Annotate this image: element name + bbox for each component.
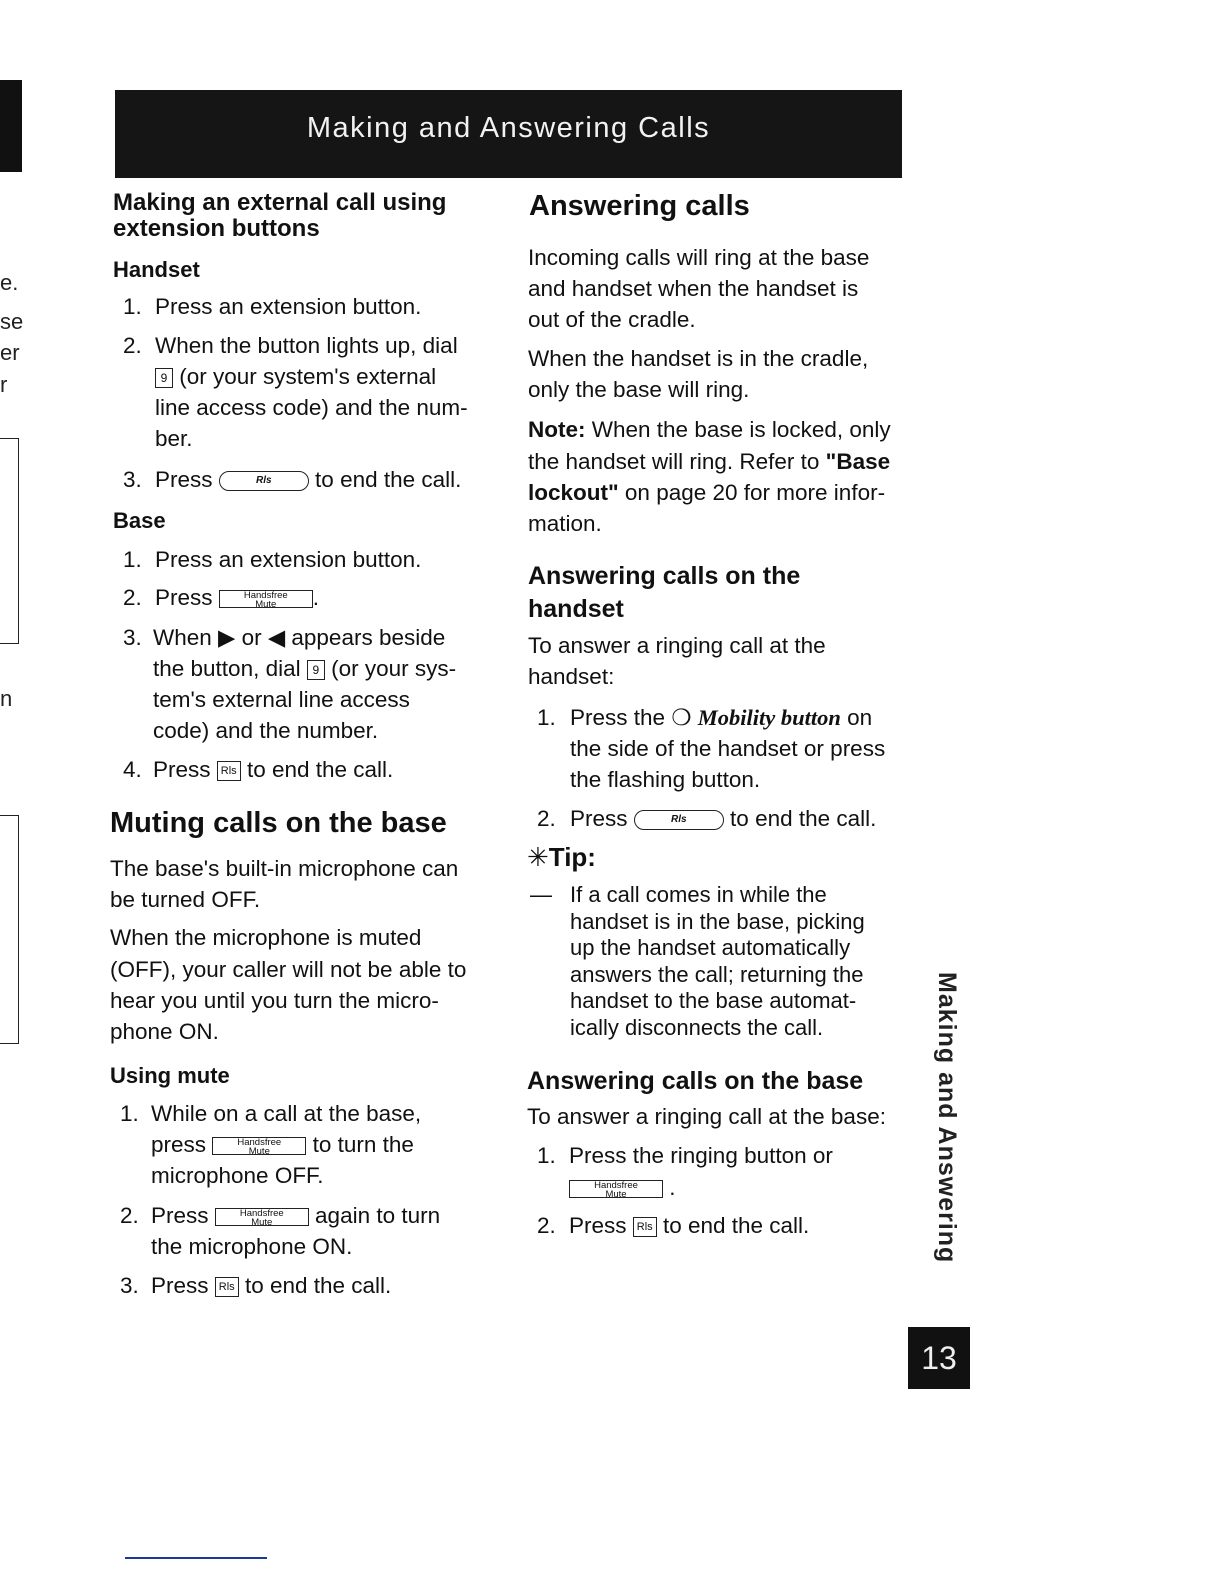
step-text: When ▶ or ◀ appears beside <box>153 625 446 650</box>
list-item <box>120 1098 500 1191</box>
step-text: the microphone ON. <box>151 1234 353 1259</box>
step-number: 3. <box>123 467 142 492</box>
step-number: 3. <box>123 625 142 650</box>
step-text: on <box>847 705 873 730</box>
step-text: Press an extension button. <box>155 294 422 319</box>
step-number: 1. <box>120 1101 139 1126</box>
step-number: 1. <box>537 705 556 730</box>
nine-key-icon: 9 <box>155 368 173 388</box>
paragraph: The base's built-in microphone can <box>110 856 459 881</box>
list-item: 2. Press Handsfree Mute . <box>123 582 503 613</box>
step-text: to end the call. <box>662 1213 810 1238</box>
step-text: . <box>669 1175 676 1200</box>
rls-key-icon: Rls <box>633 1217 657 1237</box>
step-number: 1. <box>537 1143 556 1168</box>
step-text: (or your sys- <box>331 656 457 681</box>
step-text: tem's external line access <box>153 687 410 712</box>
note-paragraph: mation. <box>528 511 602 536</box>
step-text: again to turn <box>315 1203 441 1228</box>
paragraph: out of the cradle. <box>528 307 696 332</box>
side-tab-label: Making and Answering <box>933 972 961 1264</box>
step-text: When the button lights up, dial <box>155 333 458 358</box>
step-text: Press <box>153 757 211 782</box>
step-text: Press <box>151 1273 209 1298</box>
list-item <box>120 1270 500 1301</box>
rls-button-icon: Rls <box>219 471 309 491</box>
mobility-button-icon: ❍ <box>671 705 692 730</box>
handsfree-mute-key-icon: Handsfree Mute <box>212 1137 306 1155</box>
section-heading-answering-handset: handset <box>528 595 624 623</box>
paragraph: be turned OFF. <box>110 887 261 912</box>
note-reference: "Base <box>825 449 891 474</box>
page-number: 13 <box>908 1327 970 1389</box>
subheading-using-mute: Using mute <box>110 1063 230 1088</box>
list-item <box>123 291 503 322</box>
step-number: 1. <box>123 294 142 319</box>
step-text: (or your system's external <box>179 364 437 389</box>
paragraph: handset: <box>528 664 615 689</box>
edge-fragment: n <box>0 686 13 711</box>
subheading-base: Base <box>113 508 166 533</box>
step-text: code) and the number. <box>153 718 379 743</box>
step-text: ber. <box>155 426 193 451</box>
edge-fragment: r <box>0 372 8 397</box>
edge-bracket <box>0 438 19 644</box>
list-item <box>123 622 503 746</box>
step-text: Press the ringing button or <box>569 1143 833 1168</box>
step-text: to end the call. <box>315 467 462 492</box>
section-heading-answering-base: Answering calls on the base <box>527 1067 864 1095</box>
paragraph: phone ON. <box>110 1019 219 1044</box>
paragraph: When the handset is in the cradle, <box>528 346 869 371</box>
step-text: to end the call. <box>730 806 877 831</box>
page-title: Making and Answering Calls <box>306 112 711 144</box>
section-heading-answering: Answering calls <box>529 190 750 222</box>
step-number: 1. <box>123 547 142 572</box>
step-number: 2. <box>123 585 142 610</box>
paragraph: only the base will ring. <box>528 377 750 402</box>
tip-dash: — <box>530 882 552 907</box>
tip-text: If a call comes in while the handset is in the base, picking up the handset automatically answers the call; returning the handset to the base automat- ically disconnects the call. <box>570 882 865 1040</box>
step-text: to end the call. <box>244 1273 392 1298</box>
step-text: microphone OFF. <box>151 1163 324 1188</box>
mobility-button-label: Mobility button <box>697 705 841 730</box>
edge-bracket <box>0 815 19 1044</box>
step-text: Press <box>570 806 628 831</box>
handsfree-mute-key-icon: Handsfree Mute <box>569 1180 663 1198</box>
subheading-handset: Handset <box>113 257 200 282</box>
paragraph: hear you until you turn the micro- <box>110 988 439 1013</box>
step-text: Press <box>151 1203 209 1228</box>
step-text: Press <box>155 585 213 610</box>
step-number: 2. <box>123 333 142 358</box>
step-text: the button, dial <box>153 656 301 681</box>
divider <box>125 1557 267 1559</box>
rls-key-icon: Rls <box>217 761 241 781</box>
paragraph: Incoming calls will ring at the base <box>528 245 870 270</box>
list-item <box>123 464 503 495</box>
list-item <box>537 803 917 834</box>
step-text: press <box>151 1132 207 1157</box>
paragraph: and handset when the handset is <box>528 276 859 301</box>
step-text: the side of the handset or press <box>570 736 886 761</box>
step-text: Press <box>155 467 213 492</box>
rls-key-icon: Rls <box>215 1277 239 1297</box>
step-text: the flashing button. <box>570 767 761 792</box>
edge-tab-bar <box>0 80 22 172</box>
paragraph: To answer a ringing call at the base: <box>527 1104 886 1129</box>
nine-key-icon: 9 <box>307 660 325 680</box>
edge-fragment: se <box>0 309 24 334</box>
step-number: 2. <box>537 806 556 831</box>
note-label: Note: <box>528 417 586 442</box>
paragraph: To answer a ringing call at the <box>528 633 826 658</box>
edge-fragment: e. <box>0 270 19 295</box>
step-number: 2. <box>120 1203 139 1228</box>
note-paragraph: the handset will ring. Refer to "Base <box>528 449 891 474</box>
step-text: Press an extension button. <box>155 547 422 572</box>
rls-button-icon: Rls <box>634 810 724 830</box>
handsfree-mute-key-icon: Handsfree Mute <box>215 1208 309 1226</box>
paragraph: (OFF), your caller will not be able to <box>110 957 467 982</box>
list-item <box>120 1200 500 1262</box>
note-paragraph: lockout" on page 20 for more infor- <box>528 480 886 505</box>
step-text: to end the call. <box>246 757 394 782</box>
note-paragraph: Note: When the base is locked, only <box>528 417 891 442</box>
section-heading-external-call: Making an external call using extension buttons <box>113 189 447 242</box>
section-heading-muting: Muting calls on the base <box>110 807 447 839</box>
list-item <box>537 702 917 795</box>
paragraph: When the microphone is muted <box>110 925 422 950</box>
step-number: 3. <box>120 1273 139 1298</box>
handsfree-mute-key-icon: Handsfree Mute <box>219 590 313 608</box>
side-tab-label-container <box>925 972 961 1262</box>
list-item <box>123 754 503 785</box>
list-item <box>537 1210 917 1241</box>
list-item <box>537 1140 917 1202</box>
step-text: to turn the <box>312 1132 414 1157</box>
list-item <box>123 330 503 454</box>
step-number: 4. <box>123 757 142 782</box>
tip-heading: ✳Tip: <box>527 842 596 872</box>
step-text: While on a call at the base, <box>151 1101 422 1126</box>
step-text: Press <box>569 1213 627 1238</box>
edge-fragment: er <box>0 340 20 365</box>
step-text: line access code) and the num- <box>155 395 468 420</box>
note-reference: lockout" <box>528 480 619 505</box>
step-number: 2. <box>537 1213 556 1238</box>
section-heading-answering-handset: Answering calls on the <box>528 562 801 590</box>
list-item <box>123 544 503 575</box>
step-text: Press the <box>570 705 666 730</box>
